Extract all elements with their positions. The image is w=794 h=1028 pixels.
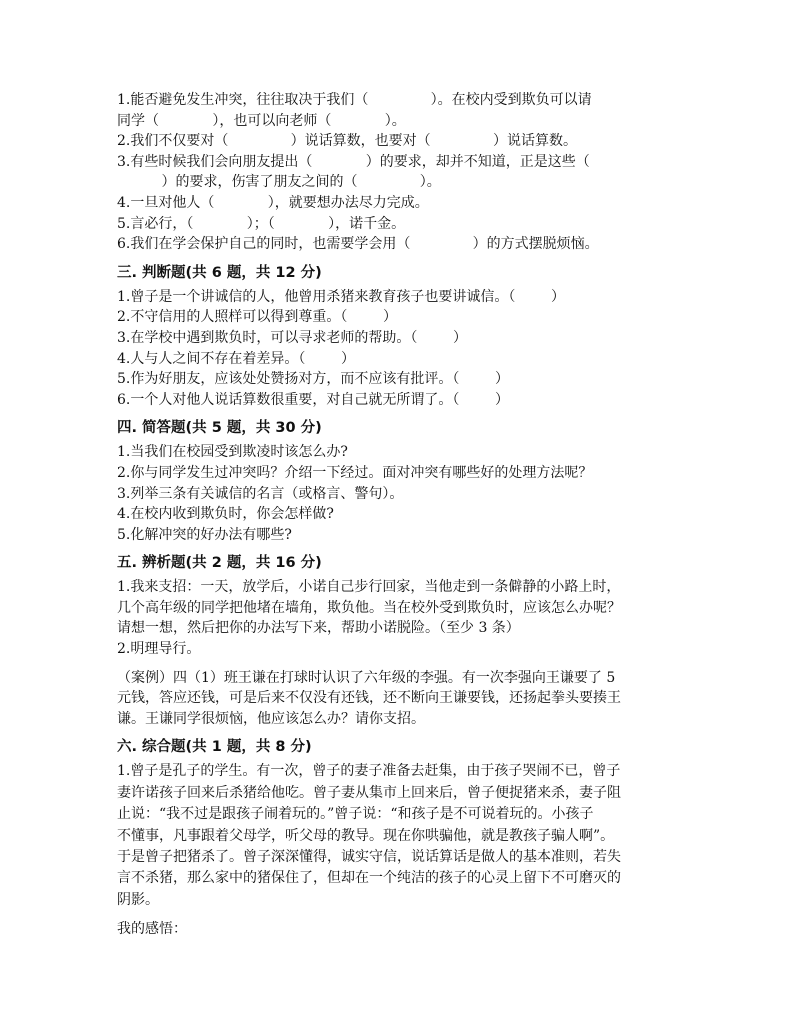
question-item: 1.曾子是一个讲诚信的人，他曾用杀猪来教育孩子也要讲诚信。（ ） — [117, 288, 565, 305]
exam-page — [117, 90, 677, 941]
question-text: 几个高年级的同学把他堵在墙角，欺负他。当在校外受到欺负时，应该怎么办呢？ — [117, 599, 621, 616]
passage-line: 止说：“我不过是跟孩子闹着玩的。”曾子说：“和孩子是不可说着玩的。小孩子 — [117, 806, 594, 823]
fill-blank-line: 5.言必行，（ ）；（ ），诺千金。 — [117, 215, 406, 232]
passage-line: 于是曾子把猪杀了。曾子深深懂得，诚实守信，说话算话是做人的基本准则，若失 — [117, 849, 621, 865]
passage-line: 妻许诺孩子回来后杀猪给他吃。曾子妻从集市上回来后，曾子便捉猪来杀，妻子阻 — [117, 784, 621, 801]
question-item: 4.人与人之间不存在着差异。（ ） — [117, 350, 355, 367]
passage-line: 不懂事，凡事跟着父母学，听父母的教导。现在你哄骗他，就是教孩子骗人啊”。 — [117, 827, 615, 844]
question-item: 3.列举三条有关诚信的名言（或格言、警句）。 — [117, 485, 404, 502]
judgment-section — [117, 262, 677, 411]
question-item: 6.一个人对他人说话算数很重要，对自己就无所谓了。（ ） — [117, 391, 509, 408]
case-text: 元钱，答应还钱，可是后来不仅没有还钱，还不断向王谦要钱，还扬起拳头要揍王 — [117, 690, 621, 707]
passage-line: 阴影。 — [117, 891, 159, 908]
comprehensive-section — [117, 736, 677, 940]
question-item: 2.不守信用的人照样可以得到尊重。（ ） — [117, 309, 397, 326]
fill-blank-line: 同学（ ），也可以向老师（ ）。 — [117, 112, 406, 129]
question-item: 5.作为好朋友，应该处处赞扬对方，而不应该有批评。（ ） — [117, 371, 509, 388]
fill-blank-line: 1.能否避免发生冲突，往往取决于我们（ ）。在校内受到欺负可以请 — [117, 92, 592, 108]
fill-blank-section — [117, 90, 677, 255]
question-text: 请想一想，然后把你的办法写下来，帮助小诺脱险。（至少 3 条） — [117, 620, 520, 637]
fill-blank-line: ）的要求，伤害了朋友之间的（ ）。 — [117, 174, 441, 191]
question-item: 4.在校内收到欺负时，你会怎样做? — [117, 506, 334, 523]
fill-blank-line: 6.我们在学会保护自己的同时，也需要学会用（ ）的方式摆脱烦恼。 — [117, 236, 599, 253]
question-item: 3.在学校中遇到欺负时，可以寻求老师的帮助。（ ） — [117, 329, 467, 346]
reflection-label: 我的感悟： — [117, 921, 187, 938]
fill-blank-line: 3.有些时候我们会向朋友提出（ ）的要求，却并不知道，正是这些（ — [117, 153, 590, 170]
section-heading: 四. 简答题(共 5 题，共 30 分) — [117, 420, 322, 437]
analysis-section — [117, 552, 677, 729]
passage-line: 1.曾子是孔子的学生。有一次，曾子的妻子准备去赶集，由于孩子哭闹不已，曾子 — [117, 763, 621, 780]
question-item: 2.你与同学发生过冲突吗？介绍一下经过。面对冲突有哪些好的处理方法呢？ — [117, 464, 593, 481]
question-item: 5.化解冲突的好办法有哪些? — [117, 526, 292, 543]
question-text: 1.我来支招：一天，放学后，小诺自己步行回家，当他走到一条僻静的小路上时， — [117, 579, 621, 596]
question-text: 2.明理导行。 — [117, 641, 201, 658]
case-text: （案例）四（1）班王谦在打球时认识了六年级的李强。有一次李强向王谦要了 5 — [117, 669, 616, 686]
fill-blank-line: 2.我们不仅要对（ ）说话算数，也要对（ ）说话算数。 — [117, 133, 577, 150]
short-answer-section — [117, 417, 677, 545]
passage-line: 言不杀猪，那么家中的猪保住了，但却在一个纯洁的孩子的心灵上留下不可磨灭的 — [117, 870, 621, 887]
case-text: 谦。王谦同学很烦恼，他应该怎么办？请你支招。 — [117, 710, 425, 727]
question-item: 1.当我们在校园受到欺凌时该怎么办? — [117, 444, 348, 461]
section-heading: 三. 判断题(共 6 题，共 12 分) — [117, 264, 322, 281]
fill-blank-line: 4.一旦对他人（ ），就要想办法尽力完成。 — [117, 194, 429, 211]
section-heading: 六. 综合题(共 1 题，共 8 分) — [117, 739, 312, 756]
section-heading: 五. 辨析题(共 2 题，共 16 分) — [117, 555, 322, 572]
